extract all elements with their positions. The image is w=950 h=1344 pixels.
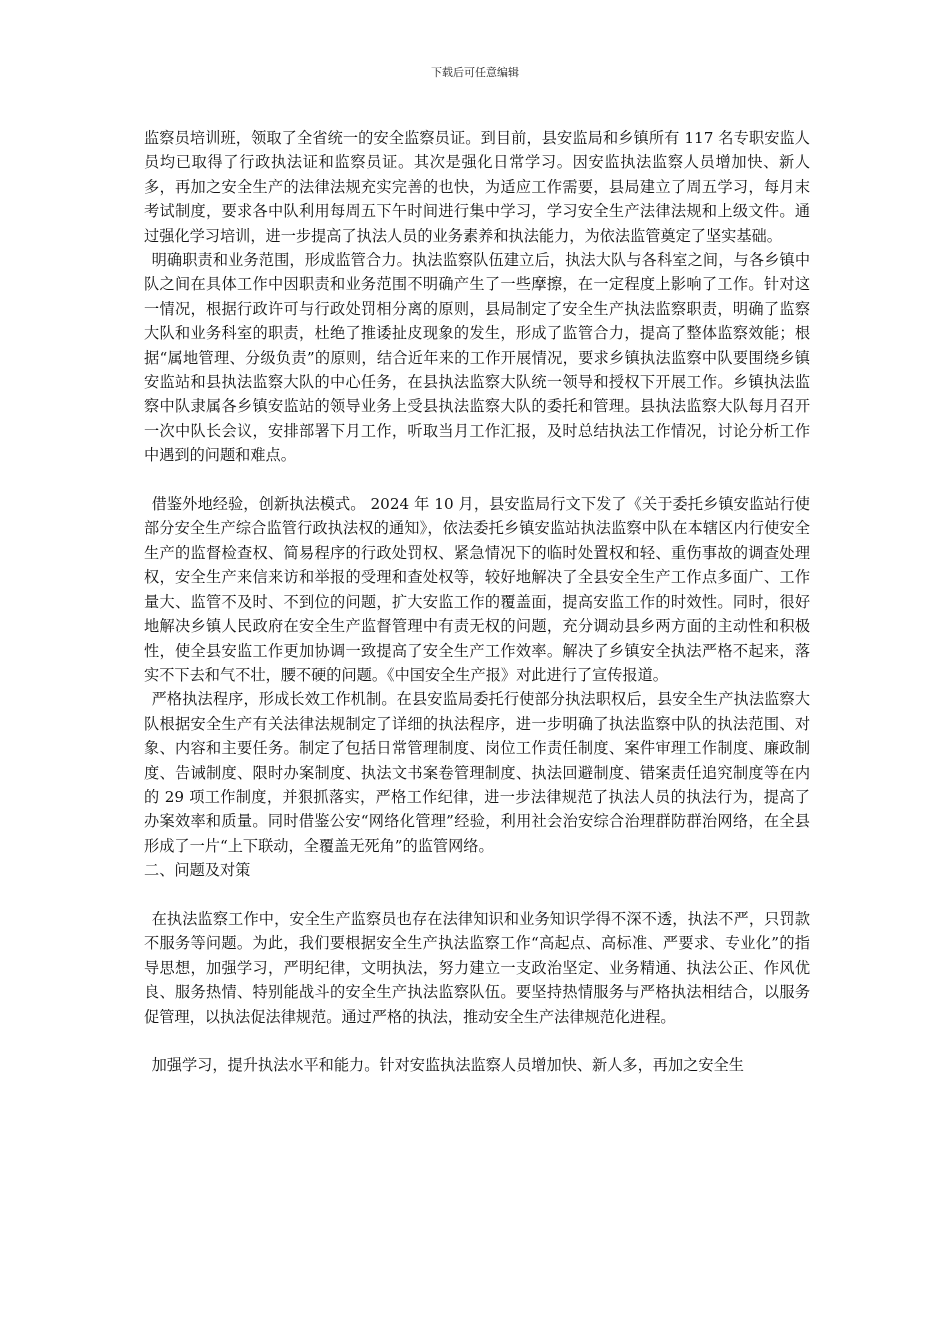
- paragraph-strengthen-learning: 加强学习，提升执法水平和能力。针对安监执法监察人员增加快、新人多，再加之安全生: [151, 1056, 744, 1075]
- paragraph-spacer: [144, 883, 810, 907]
- document-body: [144, 126, 810, 1078]
- paragraph-training: 监察员培训班，领取了全省统一的安全监察员证。到目前，县安监局和乡镇所有 117 名专职安监人员均已取得了行政执法证和监察员证。其次是强化日常学习。因安监执法监察人员增加快、新人多，再加之安全生产的法律法规充实完善的也快，为适应工作需要，县局建立了周五学习，每月末考试制度，要求各中队利用每周五下午时间进行集中学习，学习安全生产法律法规和上级文件。通过强化学习培训，进一步提高了执法人员的业务素养和执法能力，为依法监管奠定了坚实基础。: [144, 129, 810, 245]
- paragraph-responsibilities: 明确职责和业务范围，形成监管合力。执法监察队伍建立后，执法大队与各科室之间，与各乡镇中队之间在具体工作中因职责和业务范围不明确产生了一些摩擦，在一定程度上影响了工作。针对这一情况，根据行政许可与行政处罚相分离的原则，县局制定了安全生产执法监察职责，明确了监察大队和业务科室的职责，杜绝了推诿扯皮现象的发生，形成了监管合力，提高了整体监察效能；根据“属地管理、分级负责”的原则，结合近年来的工作开展情况，要求乡镇执法监察中队要围绕乡镇安监站和县执法监察大队的中心任务，在县执法监察大队统一领导和授权下开展工作。乡镇执法监察中队隶属各乡镇安监站的领导业务上受县执法监察大队的委托和管理。县执法监察大队每月召开一次中队长会议，安排部署下月工作，听取当月工作汇报，及时总结执法工作情况，讨论分析工作中遇到的问题和难点。: [144, 251, 810, 465]
- section-heading-problems: 二、问题及对策: [144, 861, 251, 880]
- paragraph-spacer: [144, 468, 810, 492]
- paragraph-external-experience: 借鉴外地经验，创新执法模式。 2024 年 10 月，县安监局行文下发了《关于委托乡镇安监站行使部分安全生产综合监管行政执法权的通知》，依法委托乡镇安监站执法监察中队在本辖区内行使安全生产的监督检查权、简易程序的行政处罚权、紧急情况下的临时处置权和轻、重伤事故的调查处理权，安全生产来信来访和举报的受理和查处权等，较好地解决了全县安全生产工作点多面广、工作量大、监管不及时、不到位的问题，扩大安监工作的覆盖面，提高安监工作的时效性。同时，很好地解决乡镇人民政府在安全生产监督管理中有责无权的问题，充分调动县乡两方面的主动性和积极性，使全县安监工作更加协调一致提高了安全生产工作效率。解决了乡镇安全执法严格不起来，落实不下去和气不壮，腰不硬的问题。《中国安全生产报》对此进行了宣传报道。: [144, 495, 810, 684]
- paragraph-spacer: [144, 1029, 810, 1053]
- header-note: 下载后可任意编辑: [431, 66, 519, 79]
- paragraph-procedures: 严格执法程序，形成长效工作机制。在县安监局委托行使部分执法职权后，县安全生产执法监察大队根据安全生产有关法律法规制定了详细的执法程序，进一步明确了执法监察中队的执法范围、对象、内容和主要任务。制定了包括日常管理制度、岗位工作责任制度、案件审理工作制度、廉政制度、告诫制度、限时办案制度、执法文书案卷管理制度、执法回避制度、错案责任追究制度等在内的 29 项工作制度，并狠抓落实，严格工作纪律，进一步法律规范了执法人员的执法行为，提高了办案效率和质量。同时借鉴公安“网络化管理”经验，利用社会治安综合治理群防群治网络，在全县形成了一片“上下联动，全覆盖无死角”的监管网络。: [144, 690, 810, 855]
- paragraph-problems: 在执法监察工作中，安全生产监察员也存在法律知识和业务知识学得不深不透，执法不严，只罚款不服务等问题。为此，我们要根据安全生产执法监察工作“高起点、高标准、严要求、专业化”的指导思想，加强学习，严明纪律，文明执法，努力建立一支政治坚定、业务精通、执法公正、作风优良、服务热情、特别能战斗的安全生产执法监察队伍。要坚持热情服务与严格执法相结合，以服务促管理，以执法促法律规范。通过严格的执法，推动安全生产法律规范化进程。: [144, 909, 810, 1026]
